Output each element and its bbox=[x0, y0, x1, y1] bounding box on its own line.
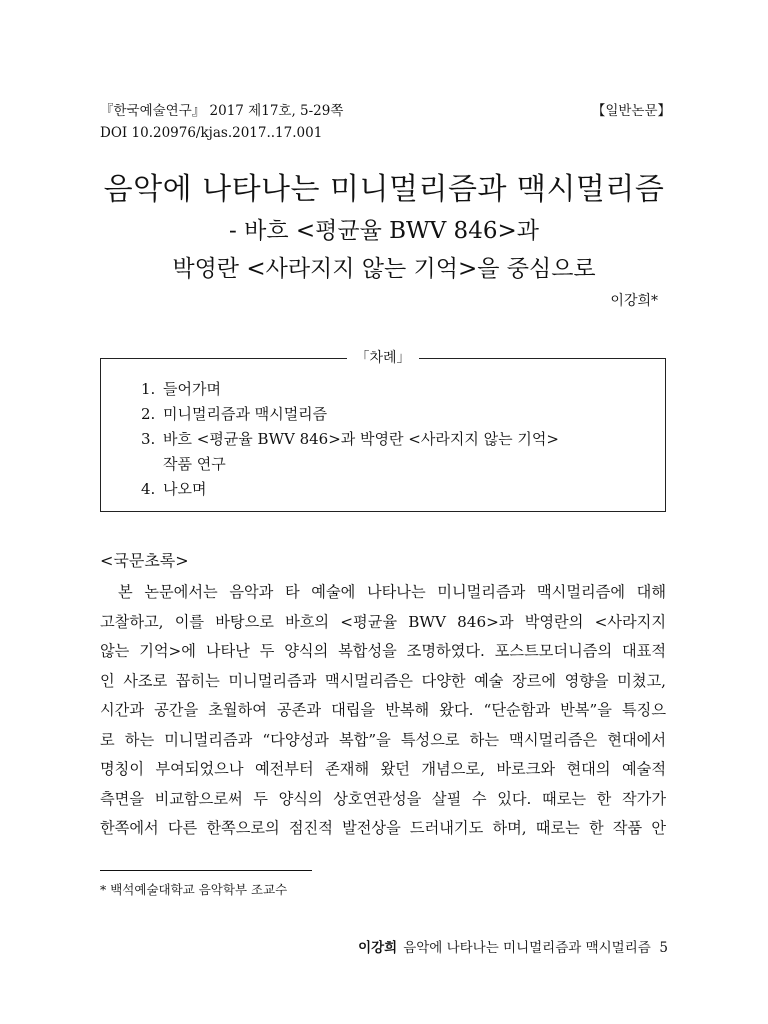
abstract-line: 시간과 공간을 초월하여 공존과 대립을 반복해 왔다. “단순함과 반복”을 특징으 bbox=[100, 701, 666, 719]
abstract-line: 인 사조로 꼽히는 미니멀리즘과 맥시멀리즘은 다양한 예술 장르에 영향을 미쳤고, bbox=[100, 671, 666, 690]
page-footer bbox=[358, 936, 668, 956]
page-number: 5 bbox=[659, 940, 668, 956]
toc-item bbox=[141, 477, 559, 502]
toc-label: 바흐 <평균율 BWV 846>과 박영란 <사라지지 않는 기억> bbox=[163, 430, 559, 448]
abstract-line: 로 하는 미니멀리즘과 “다양성과 복합”을 특성으로 하는 맥시멀리즘은 현대에서 bbox=[100, 730, 666, 749]
citation: 『한국예술연구』 2017 제17호, 5-29쪽 bbox=[100, 103, 344, 119]
title-block bbox=[0, 168, 768, 288]
table-of-contents bbox=[100, 350, 666, 512]
toc-label: 미니멀리즘과 맥시멀리즘 bbox=[163, 405, 328, 423]
abstract-body bbox=[100, 578, 666, 844]
toc-number: 1. bbox=[141, 380, 156, 398]
toc-label: 나오며 bbox=[163, 480, 207, 498]
footnote: * 백석예술대학교 음악학부 조교수 bbox=[100, 882, 288, 897]
doi: DOI 10.20976/kjas.2017..17.001 bbox=[100, 125, 323, 141]
abstract-line: 한쪽에서 다른 한쪽으로의 점진적 발전상을 드러내기도 하며, 때로는 한 작품 안 bbox=[100, 819, 666, 837]
abstract-line: 않는 기억>에 나타난 두 양식의 복합성을 조명하였다. 포스트모더니즘의 대표적 bbox=[100, 642, 666, 660]
abstract-heading: <국문초록> bbox=[100, 551, 189, 570]
abstract-line: 본 논문에서는 음악과 타 예술에 나타나는 미니멀리즘과 맥시멀리즘에 대해 bbox=[118, 583, 666, 601]
toc-number: 4. bbox=[141, 480, 156, 498]
abstract-line: 측면을 비교함으로써 두 양식의 상호연관성을 살필 수 있다. 때로는 한 작가가 bbox=[100, 789, 666, 808]
toc-number: 2. bbox=[141, 405, 156, 423]
toc-heading: 「차례」 bbox=[347, 350, 418, 366]
paper-title: 음악에 나타나는 미니멀리즘과 맥시멀리즘 bbox=[103, 172, 665, 207]
journal-header bbox=[100, 100, 343, 144]
toc-list bbox=[141, 377, 559, 502]
toc-item bbox=[141, 377, 559, 402]
paper-subtitle-2: 박영란 <사라지지 않는 기억>을 중심으로 bbox=[172, 256, 596, 282]
toc-label-continued: 작품 연구 bbox=[163, 455, 226, 473]
toc-item bbox=[141, 402, 559, 427]
toc-label: 들어가며 bbox=[163, 380, 221, 398]
abstract-line: 명칭이 부여되었으나 예전부터 존재해 왔던 개념으로, 바로크와 현대의 예술적 bbox=[100, 760, 666, 778]
toc-item bbox=[141, 427, 559, 477]
author-name: 이강희* bbox=[610, 293, 658, 309]
abstract-line: 고찰하고, 이를 바탕으로 바흐의 <평균율 BWV 846>과 박영란의 <사라지지 bbox=[100, 612, 666, 631]
footer-author: 이강희 bbox=[358, 940, 398, 956]
toc-number: 3. bbox=[141, 430, 156, 448]
footer-title: 음악에 나타나는 미니멀리즘과 맥시멀리즘 bbox=[403, 940, 651, 956]
footnote-divider bbox=[100, 870, 312, 871]
category-label: 【일반논문】 bbox=[591, 103, 671, 119]
paper-subtitle-1: - 바흐 <평균율 BWV 846>과 bbox=[229, 218, 539, 244]
